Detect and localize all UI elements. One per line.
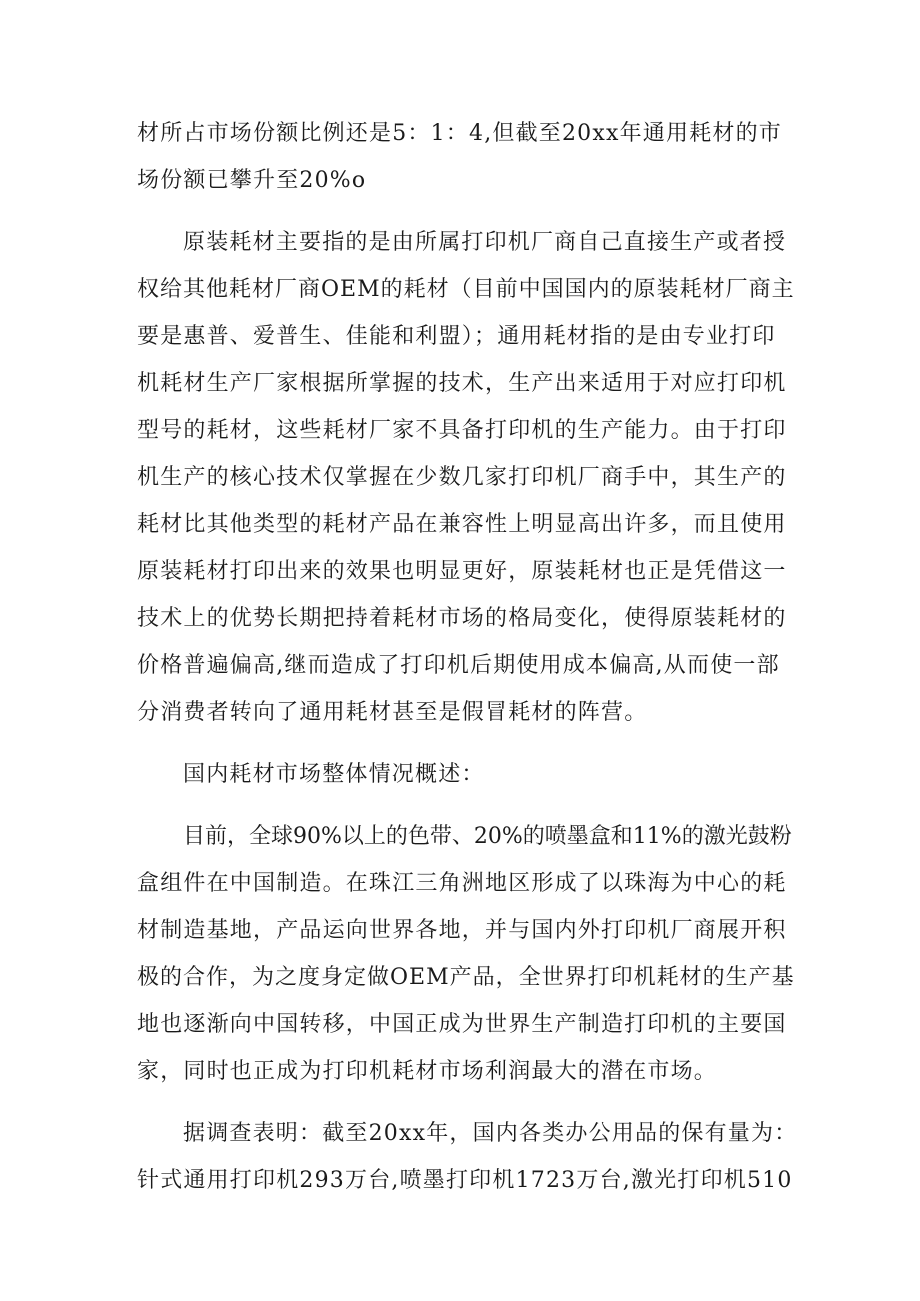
- text-line: 分消费者转向了通用耗材甚至是假冒耗材的阵营。: [137, 700, 648, 725]
- text-line: 地也逐渐向中国转移，中国正成为世界生产制造打印机的主要国: [137, 1012, 787, 1037]
- paragraph-4: [137, 813, 797, 1095]
- paragraph-5: [137, 1110, 797, 1204]
- text-line: 国内耗材市场整体情况概述：: [183, 762, 485, 787]
- paragraph-1: [137, 110, 797, 204]
- text-line: 机生产的核心技术仅掌握在少数几家打印机厂商手中，其生产的: [137, 465, 787, 490]
- paragraph-3-heading: [137, 751, 797, 798]
- text-line: 材制造基地，产品运向世界各地，并与国内外打印机厂商展开积: [137, 918, 787, 943]
- text-line: 价格普遍偏高,继而造成了打印机后期使用成本偏高,从而使一部: [137, 653, 780, 678]
- text-line: 材所占市场份额比例还是5：1：4,但截至20xx年通用耗材的市: [137, 121, 782, 146]
- document-body: [137, 110, 797, 1204]
- paragraph-2: [137, 219, 797, 736]
- text-line: 要是惠普、爱普生、佳能和利盟）；通用耗材指的是由专业打印: [137, 324, 776, 349]
- text-line: 盒组件在中国制造。在珠江三角洲地区形成了以珠海为中心的耗: [137, 871, 787, 896]
- text-line: 极的合作，为之度身定做OEM产品，全世界打印机耗材的生产基: [137, 965, 795, 990]
- text-line: 原装耗材打印出来的效果也明显更好，原装耗材也正是凭借这一: [137, 559, 787, 584]
- text-line: 场份额已攀升至20%o: [137, 168, 367, 193]
- text-line: 家，同时也正成为打印机耗材市场利润最大的潜在市场。: [137, 1059, 718, 1084]
- text-line: 权给其他耗材厂商OEM的耗材（目前中国国内的原装耗材厂商主: [137, 277, 795, 302]
- text-line: 针式通用打印机293万台,喷墨打印机1723万台,激光打印机510: [137, 1168, 793, 1193]
- text-line: 耗材比其他类型的耗材产品在兼容性上明显高出许多，而且使用: [137, 512, 787, 537]
- text-line: 原装耗材主要指的是由所属打印机厂商自己直接生产或者授: [183, 230, 787, 255]
- text-line: 型号的耗材，这些耗材厂家不具备打印机的生产能力。由于打印: [137, 418, 787, 443]
- text-line: 目前，全球90%以上的色带、20%的喷墨盒和11%的激光鼓粉: [183, 824, 792, 849]
- text-line: 据调查表明：截至20xx年，国内各类办公用品的保有量为：: [183, 1121, 798, 1146]
- text-line: 技术上的优势长期把持着耗材市场的格局变化，使得原装耗材的: [137, 606, 787, 631]
- text-line: 机耗材生产厂家根据所掌握的技术，生产出来适用于对应打印机: [137, 371, 787, 396]
